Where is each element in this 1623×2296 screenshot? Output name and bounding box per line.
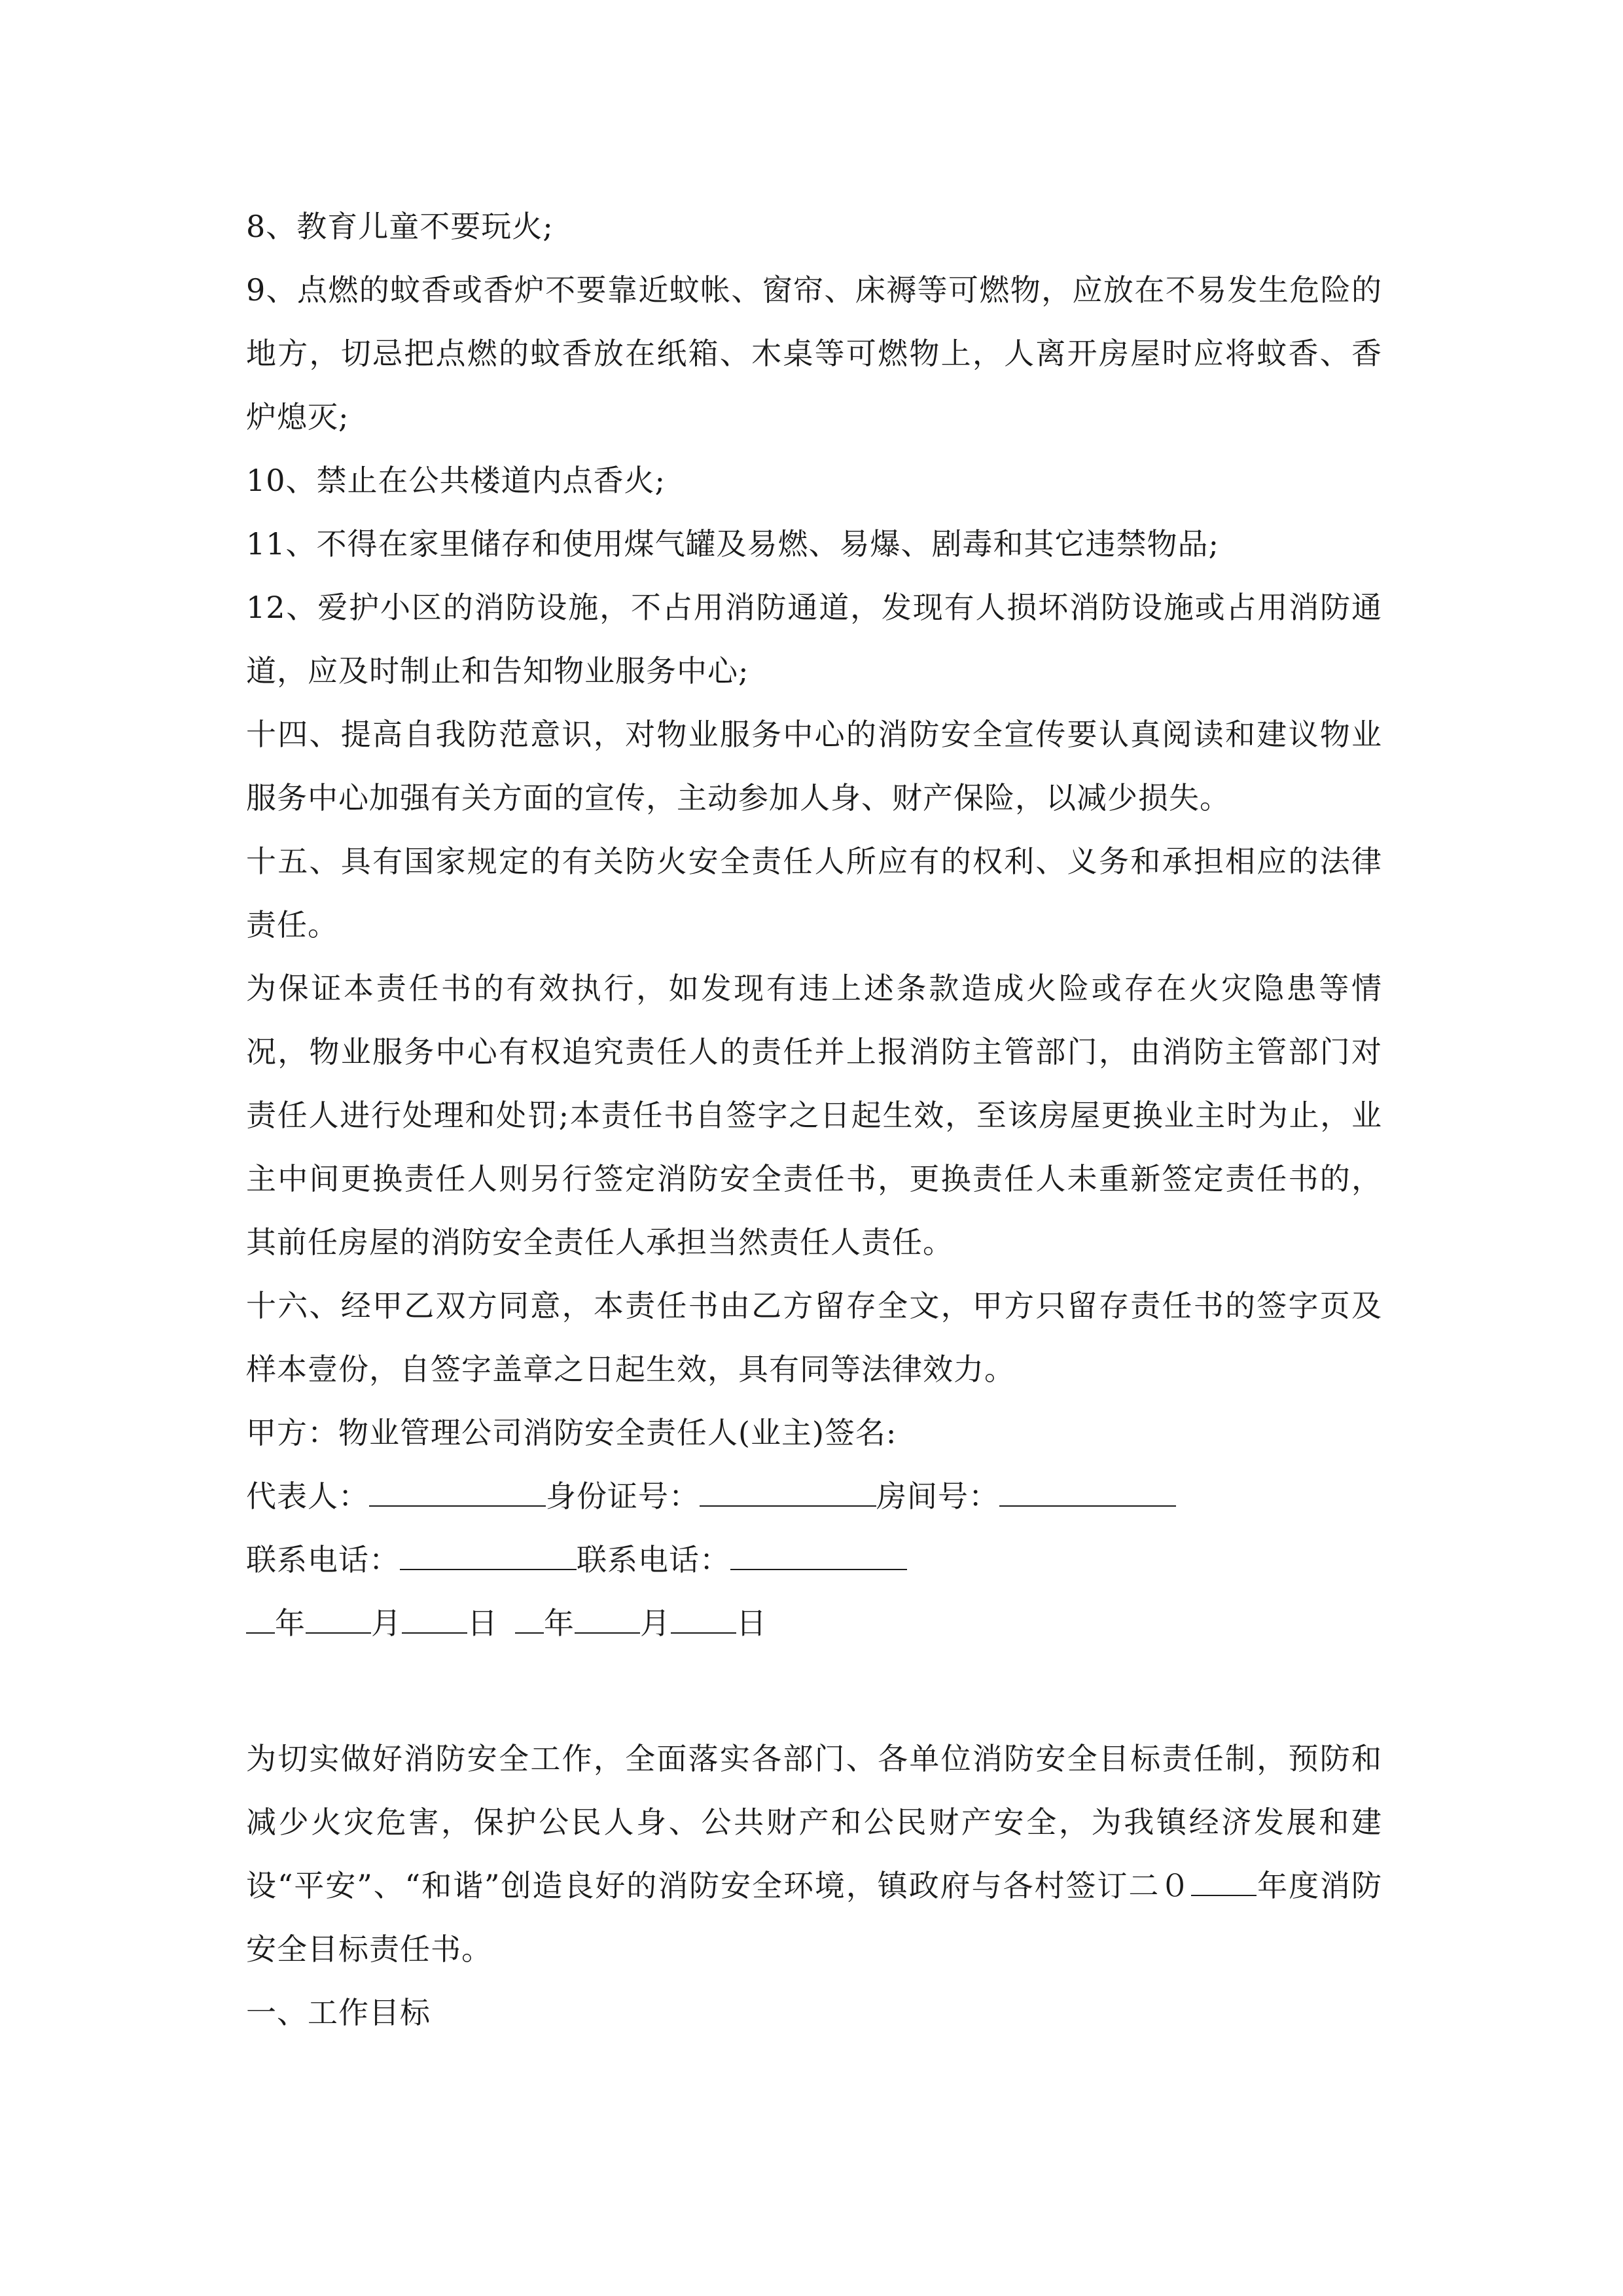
month-blank-1[interactable] <box>306 1606 371 1634</box>
phone-blank-1[interactable] <box>400 1543 577 1570</box>
room-number-label: 房间号： <box>876 1479 999 1514</box>
phone-blank-2[interactable] <box>730 1543 907 1570</box>
clause-8: 8、教育儿童不要玩火; <box>246 209 554 244</box>
intro-text-end: 年度消防安全目标责任书。 <box>246 1868 1382 1967</box>
year-blank-2[interactable] <box>515 1606 544 1634</box>
month-blank-2[interactable] <box>575 1606 640 1634</box>
clause-14: 十四、提高自我防范意识，对物业服务中心的消防安全宣传要认真阅读和建议物业服务中心加强有关方面的宣传，主动参加人身、财产保险，以减少损失。 <box>246 717 1382 816</box>
year-blank[interactable] <box>1191 1869 1257 1896</box>
phone-label-1: 联系电话： <box>246 1542 400 1577</box>
year-blank-1[interactable] <box>246 1606 275 1634</box>
section-gap <box>246 1655 1382 1727</box>
clause-10: 10、禁止在公共楼道内点香火; <box>246 463 666 498</box>
representative-label: 代表人： <box>246 1479 369 1514</box>
clause-11: 11、不得在家里储存和使用煤气罐及易燃、易爆、剧毒和其它违禁物品; <box>246 526 1220 562</box>
clause-9: 9、点燃的蚊香或香炉不要靠近蚊帐、窗帘、床褥等可燃物，应放在不易发生危险的地方，切忌把点燃的蚊香放在纸箱、木桌等可燃物上，人离开房屋时应将蚊香、香炉熄灭; <box>246 272 1382 435</box>
intro-paragraph <box>246 1727 1382 1981</box>
signature-representative-line <box>246 1465 1382 1528</box>
month-label-2: 月 <box>640 1605 671 1641</box>
signature-phone-line <box>246 1528 1382 1592</box>
representative-blank[interactable] <box>369 1479 546 1507</box>
clause-12: 12、爱护小区的消防设施，不占用消防通道，发现有人损坏消防设施或占用消防通道，应及时制止和告知物业服务中心; <box>246 590 1382 689</box>
day-blank-2[interactable] <box>671 1606 736 1634</box>
month-label-1: 月 <box>371 1605 402 1641</box>
signature-parties-line: 甲方：物业管理公司消防安全责任人(业主)签名: <box>246 1415 897 1450</box>
intro-text: 为切实做好消防安全工作，全面落实各部门、各单位消防安全目标责任制，预防和减少火灾危害，保护公民人身、公共财产和公民财产安全，为我镇经济发展和建设“平安”、“和谐”创造良好的消防安全环境，镇政府与各村签订二０ <box>246 1741 1382 1903</box>
day-label-1: 日 <box>467 1605 498 1641</box>
day-blank-1[interactable] <box>402 1606 467 1634</box>
id-number-label: 身份证号： <box>546 1479 700 1514</box>
room-number-blank[interactable] <box>999 1479 1176 1507</box>
id-number-blank[interactable] <box>700 1479 876 1507</box>
day-label-2: 日 <box>736 1605 767 1641</box>
enforcement-paragraph: 为保证本责任书的有效执行，如发现有违上述条款造成火险或存在火灾隐患等情况，物业服务中心有权追究责任人的责任并上报消防主管部门，由消防主管部门对责任人进行处理和处罚;本责任书自签字之日起生效，至该房屋更换业主时为止，业主中间更换责任人则另行签定消防安全责任书，更换责任人未重新签定责任书的，其前任房屋的消防安全责任人承担当然责任人责任。 <box>246 971 1382 1260</box>
clause-15: 十五、具有国家规定的有关防火安全责任人所应有的权利、义务和承担相应的法律责任。 <box>246 844 1382 942</box>
section-heading-work-goals: 一、工作目标 <box>246 1995 431 2030</box>
clause-16: 十六、经甲乙双方同意，本责任书由乙方留存全文，甲方只留存责任书的签字页及样本壹份，自签字盖章之日起生效，具有同等法律效力。 <box>246 1288 1382 1387</box>
document-page <box>246 195 1382 2045</box>
phone-label-2: 联系电话： <box>577 1542 730 1577</box>
signature-date-line <box>246 1592 1382 1655</box>
year-label-1: 年 <box>275 1605 306 1641</box>
year-label-2: 年 <box>544 1605 575 1641</box>
